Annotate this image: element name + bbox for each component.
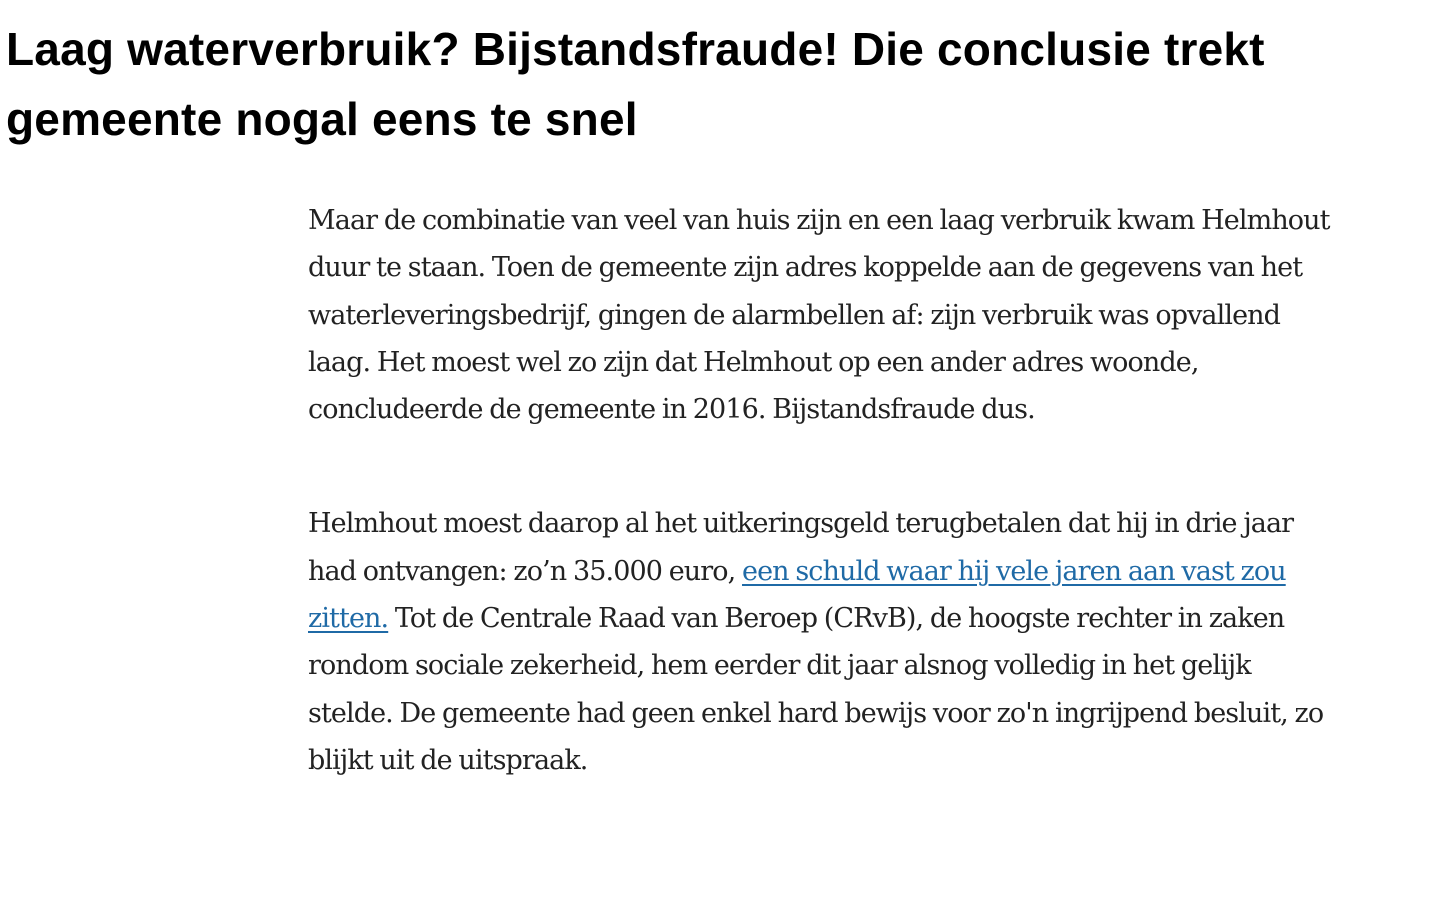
paragraph-2 [308, 500, 1333, 784]
article-body [308, 197, 1333, 784]
paragraph-1: Maar de combinatie van veel van huis zijn en een laag verbruik kwam Helmhout duur te staan. Toen de gemeente zijn adres koppelde aan de gegevens van het waterleveringsbedrijf, gingen de alarmbellen af: zijn verbruik was opvallend laag. Het moest wel zo zijn dat Helmhout op een ander adres woonde, concludeerde de gemeente in 2016. Bijstandsfraude dus. [308, 205, 1330, 426]
paragraph-2-text-before-link: Helmhout moest daarop al het uitkeringsgeld terugbetalen dat hij in drie jaar had ontvangen: zo’n 35.000 euro, [308, 508, 1294, 587]
debt-article-link[interactable]: een schuld waar hij vele jaren aan vast zou zitten. [308, 555, 1286, 635]
article-headline: Laag waterverbruik? Bijstandsfraude! Die conclusie trekt gemeente nogal eens te snel [6, 23, 1265, 145]
paragraph-2-text-after-link: Tot de Centrale Raad van Beroep (CRvB), de hoogste rechter in zaken rondom sociale zekerheid, hem eerder dit jaar alsnog volledig in het gelijk stelde. De gemeente had geen enkel hard bewijs voor zo'n ingrijpend besluit, zo blijkt uit de uitspraak. [308, 603, 1324, 776]
